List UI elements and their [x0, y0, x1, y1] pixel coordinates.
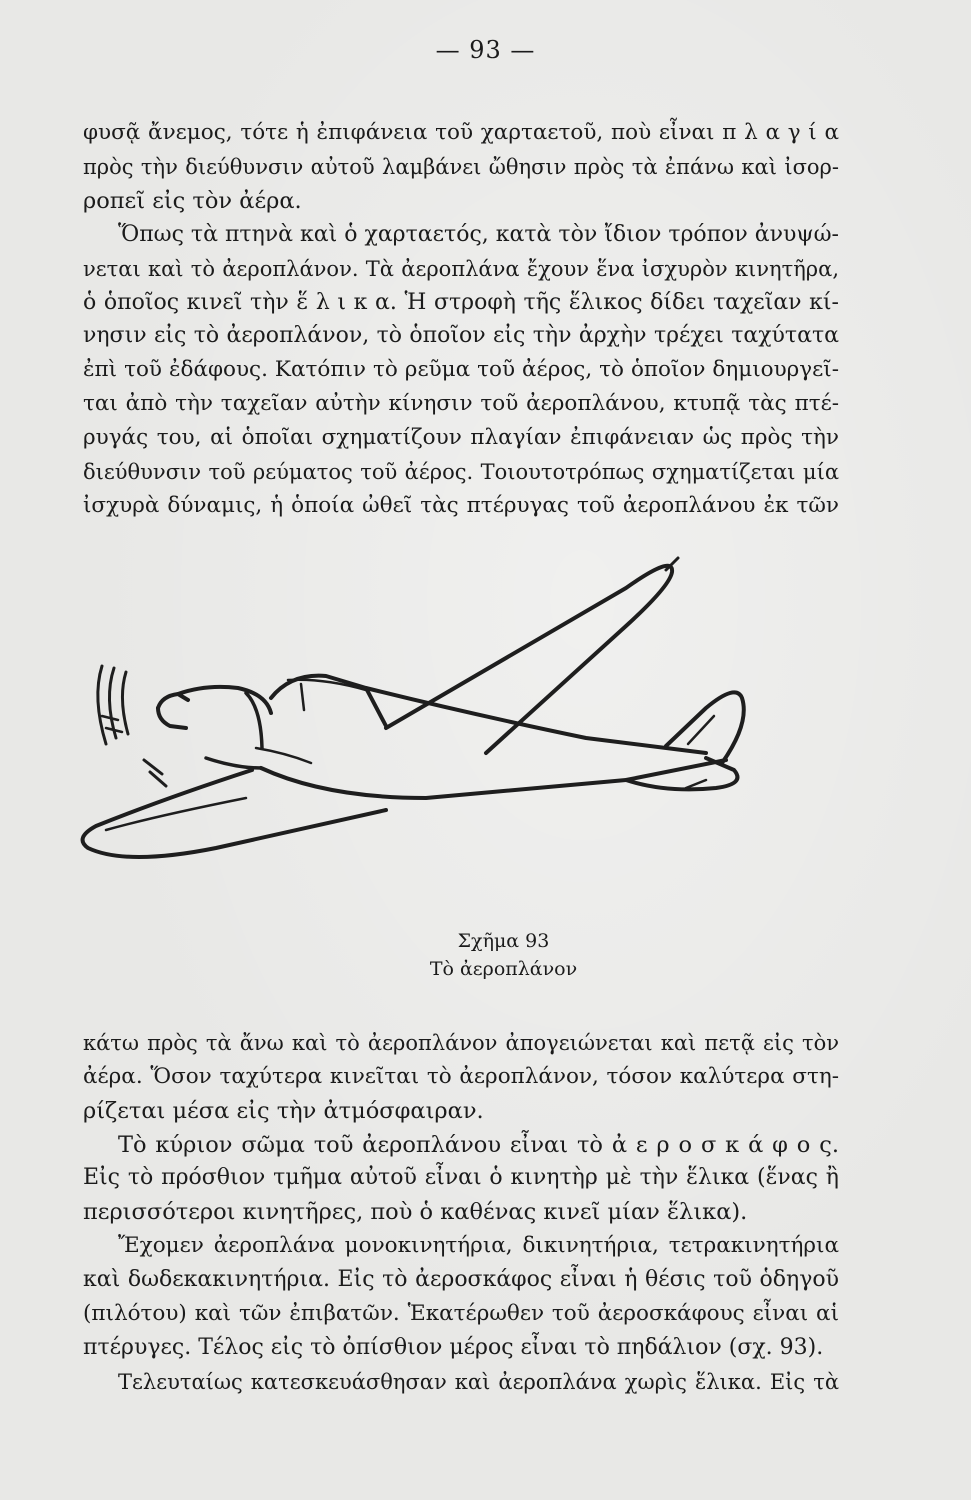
- text-line: κάτω πρὸς τὰ ἄνω καὶ τὸ ἀεροπλάνον ἀπογειώνεται καὶ πετᾷ εἰς τὸν: [83, 1031, 839, 1055]
- text-line: περισσότεροι κινητῆρες, ποὺ ὁ καθένας κινεῖ μίαν ἕλικα).: [83, 1199, 748, 1225]
- text-line: ται ἀπὸ τὴν ταχεῖαν αὐτὴν κίνησιν τοῦ ἀεροπλάνου, κτυπᾷ τὰς πτέ-: [83, 391, 839, 416]
- text-line: Εἰς τὸ πρόσθιον τμῆμα αὐτοῦ εἶναι ὁ κινητὴρ μὲ τὴν ἕλικα (ἕνας ἢ: [83, 1165, 839, 1190]
- figure-label: Σχῆμα 93: [457, 930, 550, 952]
- text-line: πρὸς τὴν διεύθυνσιν αὐτοῦ λαμβάνει ὤθησιν πρὸς τὰ ἐπάνω καὶ ἰσορ-: [83, 155, 839, 179]
- text-line: Ὅπως τὰ πτηνὰ καὶ ὁ χαρταετός, κατὰ τὸν ἴδιον τρόπον ἀνυψώ-: [118, 222, 839, 247]
- text-line: Τὸ κύριον σῶμα τοῦ ἀεροπλάνου εἶναι τὸ ἀ ε ρ ο σ κ ά φ ο ς.: [118, 1132, 839, 1158]
- text-line: πτέρυγες. Τέλος εἰς τὸ ὀπίσθιον μέρος εἶναι τὸ πηδάλιον (σχ. 93).: [83, 1335, 824, 1360]
- text-line: νησιν εἰς τὸ ἀεροπλάνον, τὸ ὁποῖον εἰς τὴν ἀρχὴν τρέχει ταχύτατα: [83, 323, 839, 348]
- text-line: ρυγάς του, αἱ ὁποῖαι σχηματίζουν πλαγίαν ἐπιφάνειαν ὡς πρὸς τὴν: [83, 425, 839, 450]
- airplane-illustration-icon: [66, 548, 786, 918]
- text-line: διεύθυνσιν τοῦ ρεύματος τοῦ ἀέρος. Τοιουτοτρόπως σχηματίζεται μία: [83, 460, 839, 484]
- text-line: ὁ ὁποῖος κινεῖ τὴν ἕ λ ι κ α. Ἡ στροφὴ τῆς ἕλικος δίδει ταχεῖαν κί-: [83, 290, 839, 315]
- text-line: ἀέρα. Ὅσον ταχύτερα κινεῖται τὸ ἀεροπλάνον, τόσον καλύτερα στη-: [83, 1064, 839, 1089]
- text-line: ρίζεται μέσα εἰς τὴν ἀτμόσφαιραν.: [83, 1098, 484, 1124]
- text-line: φυσᾷ ἄνεμος, τότε ἡ ἐπιφάνεια τοῦ χαρταετοῦ, ποὺ εἶναι π λ α γ ί α: [83, 120, 839, 145]
- text-line: (πιλότου) καὶ τῶν ἐπιβατῶν. Ἑκατέρωθεν τοῦ ἀεροσκάφους εἶναι αἱ: [83, 1301, 839, 1326]
- figure-title: Τὸ ἀεροπλάνον: [429, 958, 578, 980]
- page-number: — 93 —: [435, 36, 536, 64]
- text-line: Τελευταίως κατεσκευάσθησαν καὶ ἀεροπλάνα χωρὶς ἕλικα. Εἰς τὰ: [118, 1370, 839, 1394]
- text-line: ροπεῖ εἰς τὸν ἀέρα.: [83, 188, 302, 214]
- text-line: ἰσχυρὰ δύναμις, ἡ ὁποία ὠθεῖ τὰς πτέρυγας τοῦ ἀεροπλάνου ἐκ τῶν: [83, 493, 839, 518]
- text-line: Ἔχομεν ἀεροπλάνα μονοκινητήρια, δικινητήρια, τετρακινητήρια: [118, 1233, 839, 1258]
- text-line: καὶ δωδεκακινητήρια. Εἰς τὸ ἀεροσκάφος εἶναι ἡ θέσις τοῦ ὁδηγοῦ: [83, 1267, 839, 1292]
- text-line: ἐπὶ τοῦ ἐδάφους. Κατόπιν τὸ ρεῦμα τοῦ ἀέρος, τὸ ὁποῖον δημιουργεῖ-: [83, 357, 839, 382]
- text-line: νεται καὶ τὸ ἀεροπλάνον. Τὰ ἀεροπλάνα ἔχουν ἕνα ἰσχυρὸν κινητῆρα,: [83, 257, 839, 281]
